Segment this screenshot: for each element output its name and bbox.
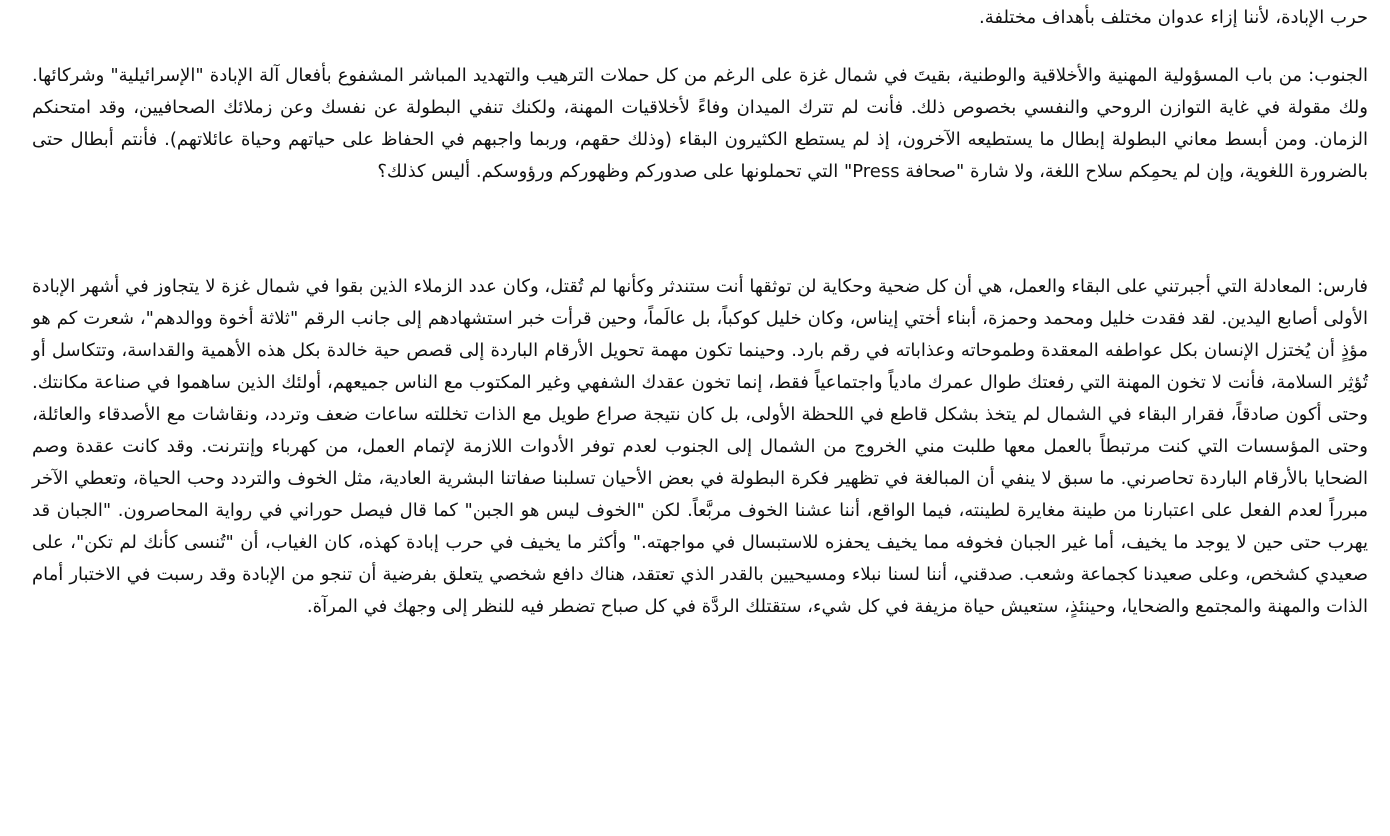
paragraph-closing-line: حرب الإبادة، لأننا إزاء عدوان مختلف بأهداف مختلفة.: [978, 7, 1368, 28]
paragraph-interviewer-question: الجنوب: من باب المسؤولية المهنية والأخلاقية والوطنية، بقيتَ في شمال غزة على الرغم من كل حملات الترهيب والتهديد المباشر المشفوع بأفعال آلة الإبادة "الإسرائيلية" وشركائها. ولك مقولة في غاية التوازن الروحي والنفسي بخصوص ذلك. فأنت لم تترك الميدان وفاءً لأخلاقيات المهنة، ولكنك تنفي البطولة عن نفسك وعن زملائك الصحافيين، وقد امتحنكم الزمان. ومن أبسط معاني البطولة إبطال ما يستطيعه الآخرون، إذ لم يستطع الكثيرون البقاء (وذلك حقهم، وربما واجبهم في الحفاظ على حياتهم وحياة عائلاتهم). فأنتم أبطال حتى بالضرورة اللغوية، وإن لم يحمِكم سلاح اللغة، ولا شارة "صحافة Press" التي تحملونها على صدوركم وظهوركم ورؤوسكم. أليس كذلك؟: [32, 65, 1368, 182]
paragraph-fares-answer: فارس: المعادلة التي أجبرتني على البقاء والعمل، هي أن كل ضحية وحكاية لن توثقها أنت ستندثر وكأنها لم تُقتل، وكان عدد الزملاء الذين بقوا في شمال غزة لا يتجاوز في أشهر الإبادة الأولى أصابع اليدين. لقد فقدت خليل ومحمد وحمزة، أبناء أختي إيناس، وكان خليل كوكباً، بل عالَماً، وحين قرأت خبر استشهادهم إلى جانب الرقم "ثلاثة أخوة ووالدهم"، شعرت كم هو مؤذٍ أن يُختزل الإنسان بكل عواطفه المعقدة وطموحاته وعذاباته في رقم بارد. وحينما تكون مهمة تحويل الأرقام الباردة إلى قصص حية خالدة بكل هذه الأهمية والقداسة، وتتكاسل أو تُؤثِر السلامة، فأنت لا تخون المهنة التي رفعتك طوال عمرك مادياً واجتماعياً فقط، إنما تخون عقدك الشفهي وغير المكتوب مع الناس جميعهم، أولئك الذين ساهموا في صناعة مكانتك. وحتى أكون صادقاً، فقرار البقاء في الشمال لم يتخذ بشكل قاطع في اللحظة الأولى، بل كان نتيجة صراع طويل مع الذات تخللته ساعات ضعف وتردد، ونقاشات مع الأصدقاء والعائلة، وحتى المؤسسات التي كنت مرتبطاً بالعمل معها طلبت مني الخروج من الشمال إلى الجنوب لعدم توفر الأدوات اللازمة لإتمام العمل، من كهرباء وإنترنت. وقد كانت عقدة وصم الضحايا بالأرقام الباردة تحاصرني. ما سبق لا ينفي أن المبالغة في تظهير فكرة البطولة في بعض الأحيان تسلبنا صفاتنا البشرية العادية، مثل الخوف والتردد وحب الحياة، وتعطي الآخر مبرراً لعدم الفعل على اعتبارنا من طينة مغايرة لطينته، فيما الواقع، أننا عشنا الخوف مربَّعاً. لكن "الخوف ليس هو الجبن" كما قال فيصل حوراني في رواية المحاصرون. "الجبان قد يهرب حتى حين لا يوجد ما يخيف، أما غير الجبان فخوفه مما يخيف يحفزه للاستبسال في مواجهته." وأكثر ما يخيف في حرب إبادة كهذه، كان الغياب، أن "تُنسى كأنك لم تكن"، على صعيدي كشخص، وعلى صعيدنا كجماعة وشعب. صدقني، أننا لسنا نبلاء ومسيحيين بالقدر الذي تعتقد، هناك دافع شخصي يتعلق بفرضية أن تنجو من الإبادة وقد رسبت في الاختبار أمام الذات والمهنة والمجتمع والضحايا، وحينئذٍ، ستعيش حياة مزيفة في كل شيء، ستقتلك الردَّة في كل صباح تضطر فيه للنظر إلى وجهك في المرآة.: [32, 276, 1368, 617]
